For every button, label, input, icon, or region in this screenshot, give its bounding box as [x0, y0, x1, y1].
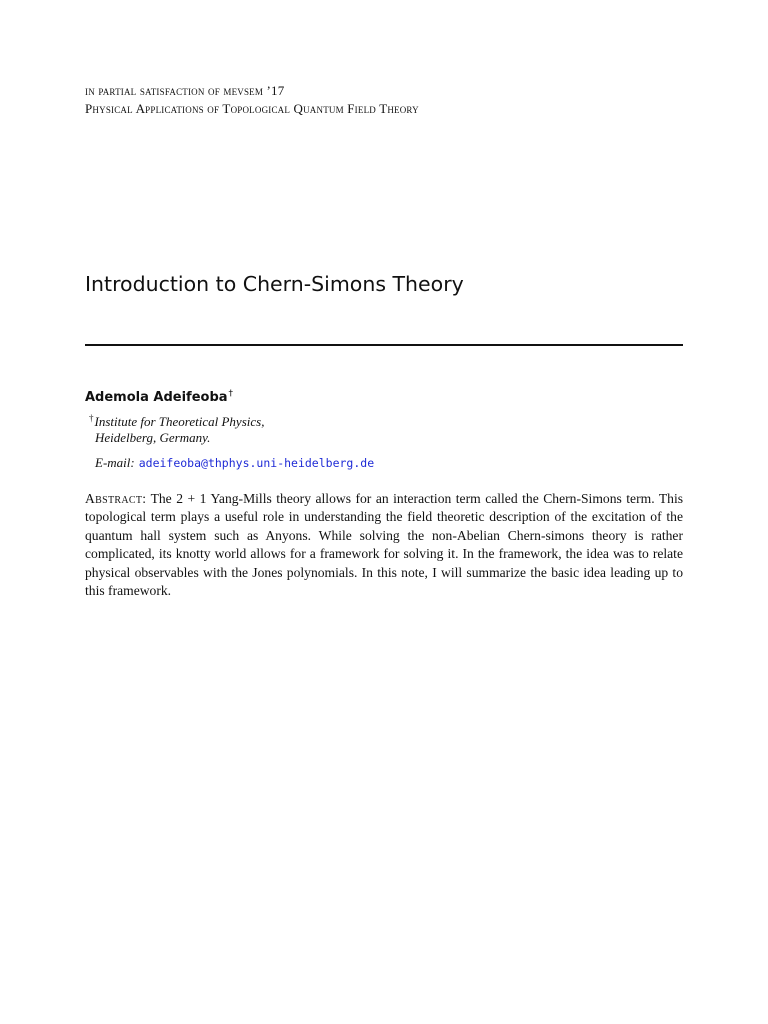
abstract-label: Abstract: [85, 491, 147, 506]
paper-title: Introduction to Chern-Simons Theory [85, 272, 464, 296]
affiliation-line-2: Heidelberg, Germany. [95, 430, 211, 445]
email-link[interactable]: adeifeoba@thphys.uni-heidelberg.de [138, 456, 375, 470]
header-note: in partial satisfaction of mevsem ’17 [85, 83, 285, 98]
author-mark: † [228, 389, 234, 399]
course-title: Physical Applications of Topological Quantum Field Theory [85, 101, 419, 116]
title-rule [85, 344, 683, 346]
email-line [95, 455, 374, 471]
abstract [85, 490, 683, 600]
affiliation-line-1 [89, 413, 264, 430]
email-label: E-mail: [95, 455, 135, 470]
affiliation-mark: † [89, 413, 94, 423]
author-name: Ademola Adeifeoba [85, 390, 228, 405]
affiliation-institute: Institute for Theoretical Physics, [94, 414, 265, 429]
abstract-text: The 2 + 1 Yang-Mills theory allows for an interaction term called the Chern-Simons term. This topological term plays a useful role in understanding the field theoretic description of the excitation of the quantum hall system such as Anyons. While solving the non-Abelian Chern-simons theory is rather complicated, its knotty world allows for a framework for solving it. In the framework, the idea was to relate physical observables with the Jones polynomials. In this note, I will summarize the basic idea leading up to this framework. [85, 491, 684, 599]
author [85, 389, 233, 405]
